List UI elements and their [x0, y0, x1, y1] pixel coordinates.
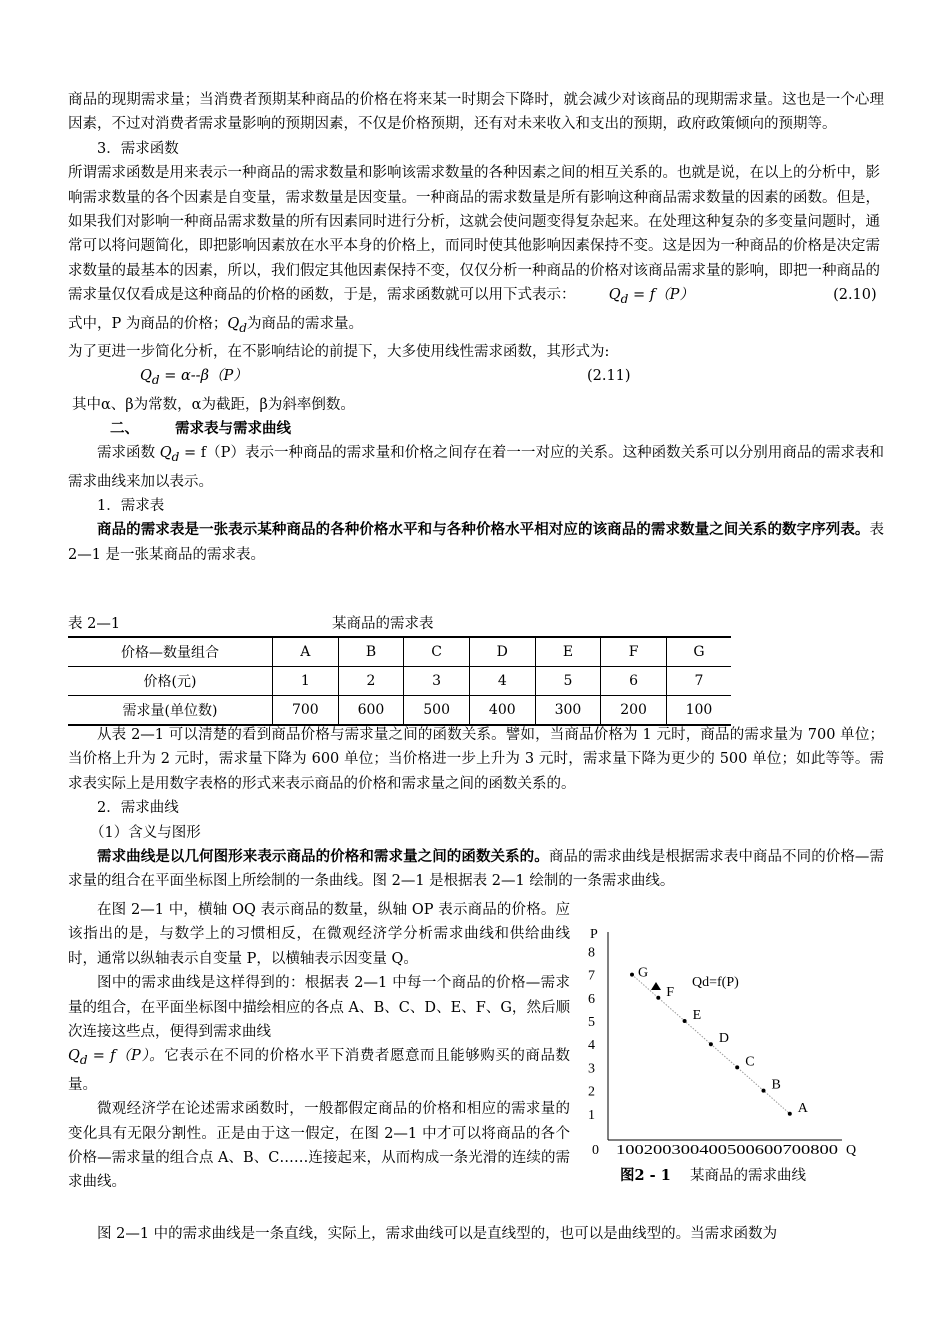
- paragraph-demand-fn-relation: 需求函数 $Q_d = f(P)$表示一种商品的需求量和价格之间存在着一一对应的关系。这种函数关系可以分别用商品的需求表和需求曲线来加以表示。: [68, 445, 884, 490]
- table-cell: 3: [404, 667, 470, 696]
- demand-curve-figure: [580, 918, 870, 1188]
- equation-2-10: $Q_d = f(P)$ (2.10): [608, 287, 877, 307]
- table-header-row: [68, 637, 731, 667]
- equation-number: (2.11): [586, 368, 631, 385]
- paragraph-demand-function: 所谓需求函数是用来表示一种商品的需求数量和影响该需求数量的各种因素之间的相互关系的。也就是说，在以上的分析中，影响需求数量的各个因素是自变量，需求数量是因变量。一种商品的需求数量是所有影响这种商品需求数量的因素的函数。但是，如果我们对影响一种商品需求数量的所有因素同时进行分析，这就会使问题变得复杂起来。在处理这种复杂的多变量问题时，通常可以将问题简化，即把影响因素放在水平本身的价格上，而同时使其他影响因素保持不变。这是因为一种商品的价格是决定需求数量的最基本的因素，所以，我们假定其他因素保持不变，仅仅分析一种商品的价格对该商品需求量的影响，即把一种商品的需求量仅仅看成是这种商品的价格的函数，于是，需求函数就可以用下式表示：: [68, 165, 880, 304]
- paragraph-expectation: 商品的现期需求量；当消费者预期某种商品的价格在将来某一时期会下降时，就会减少对该商品的现期需求量。这也是一个心理因素，不过对消费者需求量影响的预期因素，不仅是价格预期，还有对未来收入和支出的预期，政府政策倾向的预期等。: [68, 92, 884, 133]
- last-line: 图 2—1 中的需求曲线是一条直线，实际上，需求曲线可以是直线型的，也可以是曲线型的。当需求函数为: [97, 1226, 778, 1242]
- table-cell: 需求量(单位数): [122, 703, 218, 719]
- heading-demand-table: 1．需求表: [97, 498, 165, 515]
- table-cell: 5: [535, 667, 601, 696]
- table-row: [68, 696, 731, 726]
- table-label: 表 2—1: [68, 616, 121, 632]
- table-cell: 1: [273, 667, 339, 696]
- y-axis-label: P: [590, 927, 598, 942]
- y-tick-label: 2: [588, 1084, 595, 1100]
- y-tick-label: 3: [588, 1061, 595, 1077]
- where-clause-2: 其中α、β为常数，α为截距，β为斜率倒数。: [72, 396, 355, 413]
- table-cell: 价格—数量组合: [121, 645, 219, 661]
- data-point-B: [762, 1089, 766, 1093]
- data-point-D: [709, 1042, 713, 1046]
- heading-demand-function: 3．需求函数: [97, 140, 179, 157]
- heading-meaning-graph: （1）含义与图形: [90, 824, 201, 841]
- table-cell: 100: [666, 696, 731, 726]
- table-cell: F: [601, 637, 667, 667]
- table-row: [68, 667, 731, 696]
- x-axis-label: Q: [846, 1143, 857, 1158]
- table-cell: 2: [338, 667, 404, 696]
- point-label-E: E: [692, 1008, 702, 1023]
- paragraph-divisibility: 微观经济学在论述需求函数时，一般都假定商品的价格和相应的需求量的变化具有无限分割性。正是由于这一假定，在图 2—1 中才可以将商品的各个价格—需求量的组合点 A、B、C……连接起来，从而构成一条光滑的连续的需求曲线。: [68, 1101, 570, 1191]
- table-cell: 7: [666, 667, 731, 696]
- y-tick-label: 4: [588, 1038, 595, 1054]
- figure-caption-text: 某商品的需求曲线: [690, 1168, 807, 1184]
- data-point-F: [656, 996, 660, 1000]
- demand-table: [68, 636, 731, 726]
- paragraph-demand-table-def: 商品的需求表是一张表示某种商品的各种价格水平和与各种价格水平相对应的该商品的需求数量之间关系的数字序列表。表 2—1 是一张某商品的需求表。: [68, 521, 884, 563]
- curve-label: Qd=f(P): [692, 975, 739, 990]
- point-label-F: F: [666, 984, 675, 1000]
- section-heading: 二、 需求表与需求曲线: [110, 419, 291, 437]
- left-column-text: [68, 898, 570, 1195]
- table-cell: B: [338, 637, 404, 667]
- table-cell: 700: [273, 696, 339, 726]
- origin-label: 0: [592, 1143, 599, 1158]
- figure-caption: [620, 1164, 806, 1185]
- point-label-A: A: [797, 1100, 808, 1116]
- point-label-B: B: [771, 1077, 781, 1093]
- point-label-D: D: [718, 1031, 730, 1047]
- equation-number: (2.10): [833, 287, 877, 304]
- table-cell: D: [469, 637, 535, 667]
- y-tick-label: 8: [588, 945, 595, 961]
- point-label-C: C: [745, 1054, 755, 1070]
- paragraph-axes: 在图 2—1 中，横轴 OQ 表示商品的数量，纵轴 OP 表示商品的价格。应该指出的是，与数学上的习惯相反，在微观经济学分析需求曲线和供给曲线时，通常以纵轴表示自变量 P，以横轴表示因变量 Q。: [68, 902, 570, 967]
- x-tick-labels: 100200300400500600700800: [616, 1143, 838, 1158]
- y-tick-label: 1: [588, 1107, 595, 1123]
- data-point-A: [788, 1112, 792, 1116]
- equation-2-11: $Q_d = \alpha--\beta(P)$ (2.11): [140, 368, 631, 388]
- table-cell: G: [666, 637, 731, 667]
- table-cell: A: [273, 637, 339, 667]
- paragraph-curve-derivation: 图中的需求曲线是这样得到的：根据表 2—1 中每一个商品的价格—需求量的组合，在平面坐标图中描绘相应的各点 A、B、C、D、E、F、G，然后顺次连接这些点，便得到需求曲线 $Q_d = f(P)$。它表示在不同的价格水平下消费者愿意而且能够购买的商品数量。: [68, 975, 570, 1093]
- figure-caption-number: 图2 - 1: [620, 1167, 671, 1184]
- paragraph-curve-def: 需求曲线是以几何图形来表示商品的价格和需求量之间的函数关系的。商品的需求曲线是根据需求表中商品不同的价格—需求量的组合在平面坐标图上所绘制的一条曲线。图 2—1 是根据表 2—1 绘制的一条需求曲线。: [68, 848, 885, 890]
- y-tick-label: 6: [588, 991, 595, 1007]
- paragraph-after-table: 从表 2—1 可以清楚的看到商品价格与需求量之间的函数关系。譬如，当商品价格为 1 元时，商品的需求量为 700 单位；当价格上升为 2 元时，需求量下降为 600 单位；当价格进一步上升为 3 元时，需求量下降为更少的 500 单位；如此等等。需求表实际上是用数字表格的形式来表示商品的价格和需求量之间的函数关系的。: [68, 727, 884, 792]
- heading-demand-curve: 2．需求曲线: [97, 800, 179, 817]
- table-cell: C: [404, 637, 470, 667]
- data-point-G: [630, 973, 634, 977]
- y-tick-label: 7: [588, 968, 595, 984]
- triangle-marker: [651, 982, 661, 990]
- table-cell: 价格(元): [143, 674, 197, 690]
- table-cell: 500: [404, 696, 470, 726]
- table-cell: 4: [469, 667, 535, 696]
- table-cell: 6: [601, 667, 667, 696]
- table-title: 某商品的需求表: [332, 616, 434, 632]
- point-label-G: G: [638, 965, 649, 981]
- table-cell: E: [535, 637, 601, 667]
- data-point-E: [683, 1019, 687, 1023]
- table-cell: 300: [535, 696, 601, 726]
- table-cell: 400: [469, 696, 535, 726]
- where-clause-1: 式中，P 为商品的价格；$Q_d$为商品的需求量。: [68, 315, 363, 335]
- table-cell: 200: [601, 696, 667, 726]
- y-tick-label: 5: [588, 1015, 595, 1030]
- data-point-C: [735, 1065, 739, 1069]
- table-cell: 600: [338, 696, 404, 726]
- paragraph-linear: 为了更进一步简化分析，在不影响结论的前提下，大多使用线性需求函数，其形式为:: [68, 343, 610, 360]
